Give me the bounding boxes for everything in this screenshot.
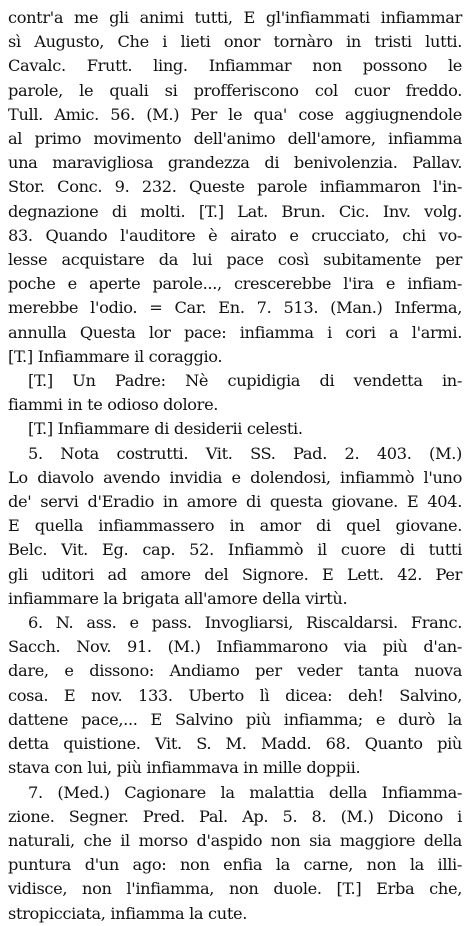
text-line: 7. (Med.) Cagionare la malattia della Infiamma- (28, 782, 462, 802)
text-line: [T.] Infiammare il coraggio. (8, 346, 223, 366)
text-line: Sacch. Nov. 91. (M.) Infiammarono via più d'an- (8, 637, 462, 657)
text-line: contr'a me gli animi tutti, E gl'infiammati infiammar (8, 8, 462, 27)
text-line: zione. Segner. Pred. Pal. Ap. 5. 8. (M.) Dicono i (8, 806, 462, 826)
text-line: degnazione di molti. [T.] Lat. Brun. Cic. Inv. volg. (8, 201, 462, 221)
text-line: Tull. Amic. 56. (M.) Per le qua' cose aggiugnendole (8, 104, 462, 124)
text-line: Stor. Conc. 9. 232. Queste parole infiammaron l'in- (8, 177, 462, 197)
text-line: naturali, che il morso d'aspido non sia maggiore della (8, 830, 462, 850)
text-line: vidisce, non l'infiamma, non duole. [T.] Erba che, (8, 879, 462, 899)
text-line: una maravigliosa grandezza di benivolenzia. Pallav. (8, 153, 462, 173)
text-line: [T.] Un Padre: Nè cupidigia di vendetta in- (28, 371, 462, 391)
text-line: annulla Questa lor pace: infiamma i cori a l'armi. (8, 322, 462, 342)
text-line: poche e aperte parole..., crescerebbe l'ira e infiam- (8, 274, 462, 294)
text-line: lesse acquistare da lui pace così subitamente per (8, 250, 462, 270)
text-line: sì Augusto, Che i lieti onor tornàro in tristi lutti. (8, 32, 462, 52)
text-line: E quella infiammassero in amor di quel giovane. (8, 516, 462, 536)
text-line: 5. Nota costrutti. Vit. SS. Pad. 2. 403. (M.) (28, 443, 462, 463)
text-line: puntura d'un ago: non enfia la carne, non la illi- (8, 855, 462, 875)
text-line: gli uditori ad amore del Signore. E Lett. 42. Per (8, 564, 462, 584)
text-line: detta quistione. Vit. S. M. Madd. 68. Quanto più (8, 734, 462, 754)
text-line: dattene pace,... E Salvino più infiamma; e durò la (8, 709, 462, 729)
text-column (8, 6, 462, 926)
text-line: stropicciata, infiamma la cute. (8, 903, 248, 923)
text-line: [T.] Infiammare di desiderii celesti. (28, 419, 303, 439)
text-line: infiammare la brigata all'amore della virtù. (8, 588, 348, 608)
text-line: Lo diavolo avendo invidia e dolendosi, infiammò l'uno (8, 467, 462, 487)
text-line: cosa. E nov. 133. Uberto lì dicea: deh! Salvino, (8, 685, 462, 705)
text-line: parole, le quali si profferiscono col cuor freddo. (8, 80, 462, 100)
text-line: fiammi in te odioso dolore. (8, 395, 219, 415)
text-line: 6. N. ass. e pass. Invogliarsi, Riscaldarsi. Franc. (28, 613, 462, 633)
text-line: dare, e dissono: Andiamo per veder tanta nuova (8, 661, 462, 681)
text-line: al primo movimento dell'animo dell'amore, infiamma (8, 129, 462, 149)
text-line: de' servi d'Eradio in amore di questa giovane. E 404. (8, 492, 462, 512)
text-line: Cavalc. Frutt. ling. Infiammar non possono le (8, 56, 462, 76)
text-line: merebbe l'odio. = Car. En. 7. 513. (Man.) Inferma, (8, 298, 462, 318)
text-line: stava con lui, più infiammava in mille doppii. (8, 758, 361, 778)
text-line: 83. Quando l'auditore è airato e crucciato, chi vo- (8, 225, 462, 245)
text-line: Belc. Vit. Eg. cap. 52. Infiammò il cuore di tutti (8, 540, 462, 560)
